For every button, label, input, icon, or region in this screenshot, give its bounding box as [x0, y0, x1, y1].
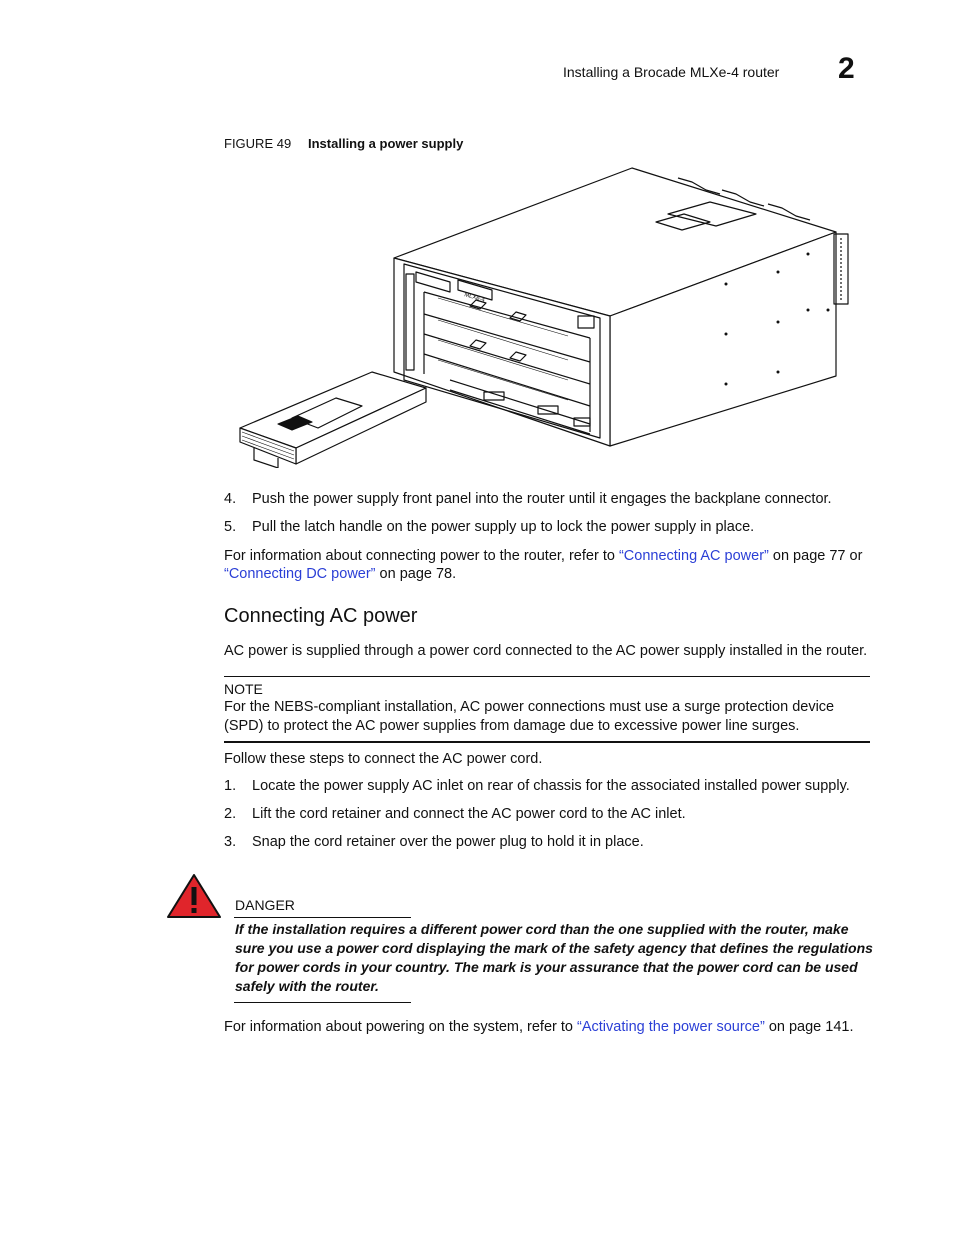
section-intro: AC power is supplied through a power cord connected to the AC power supply installed in the router. — [224, 643, 868, 659]
chassis-model-label: MLXe-4 — [463, 292, 486, 304]
step-number: 5. — [224, 519, 237, 535]
note-label: NOTE — [224, 681, 263, 697]
figure-label: FIGURE 49 — [224, 136, 292, 151]
paragraph-text: on page 141. — [764, 1019, 854, 1035]
step-3 — [224, 834, 644, 850]
chapter-number: 2 — [838, 52, 855, 85]
section-heading: Connecting AC power — [224, 605, 418, 627]
figure-title: Installing a power supply — [308, 136, 464, 151]
paragraph-text: on page 77 or — [768, 548, 863, 564]
power-info-paragraph — [224, 547, 884, 583]
danger-line-2: sure you use a power cord displaying the mark of the safety agency that defines the regulations — [235, 940, 873, 956]
paragraph-text: For information about powering on the system, refer to — [224, 1019, 578, 1035]
danger-label: DANGER — [235, 897, 295, 913]
step-4 — [224, 491, 832, 507]
closing-paragraph — [224, 1018, 854, 1036]
note-line-2: (SPD) to protect the AC power supplies from damage due to excessive power line surges. — [224, 718, 800, 734]
paragraph-text: on page 78. — [375, 566, 457, 582]
step-5 — [224, 519, 754, 535]
step-number: 3. — [224, 834, 237, 850]
step-text: Locate the power supply AC inlet on rear of chassis for the associated installed power supply. — [252, 778, 850, 794]
danger-line-3: for power cords in your country. The mark is your assurance that the power cord can be used — [235, 959, 858, 975]
power-supply-installation-figure — [238, 166, 852, 468]
note-line-1: For the NEBS-compliant installation, AC power connections must use a surge protection device — [224, 699, 835, 715]
step-text: Push the power supply front panel into the router until it engages the backplane connector. — [252, 491, 832, 507]
running-header-title: Installing a Brocade MLXe-4 router — [563, 64, 780, 80]
step-1 — [224, 778, 850, 794]
warning-triangle-icon — [166, 873, 222, 919]
step-2 — [224, 806, 686, 822]
connecting-ac-power-link[interactable]: “Connecting AC power” — [618, 548, 769, 564]
step-text: Pull the latch handle on the power supply up to lock the power supply in place. — [252, 519, 755, 535]
step-text: Snap the cord retainer over the power plug to hold it in place. — [252, 834, 644, 850]
danger-line-1: If the installation requires a different power cord than the one supplied with the router, make — [235, 921, 849, 937]
danger-top-rule — [234, 917, 411, 918]
figure-caption — [224, 136, 463, 151]
danger-text — [235, 920, 875, 996]
step-number: 2. — [224, 806, 237, 822]
danger-bottom-rule — [234, 1002, 411, 1003]
connecting-dc-power-link[interactable]: “Connecting DC power” — [224, 566, 376, 582]
note-box — [224, 676, 870, 743]
danger-line-4: safely with the router. — [235, 978, 379, 994]
step-text: Lift the cord retainer and connect the AC power cord to the AC inlet. — [252, 806, 686, 822]
activating-power-source-link[interactable]: “Activating the power source” — [577, 1019, 765, 1035]
paragraph-text: For information about connecting power to the router, refer to — [224, 548, 619, 564]
step-number: 4. — [224, 491, 237, 507]
follow-steps-text: Follow these steps to connect the AC power cord. — [224, 751, 543, 767]
step-number: 1. — [224, 778, 237, 794]
